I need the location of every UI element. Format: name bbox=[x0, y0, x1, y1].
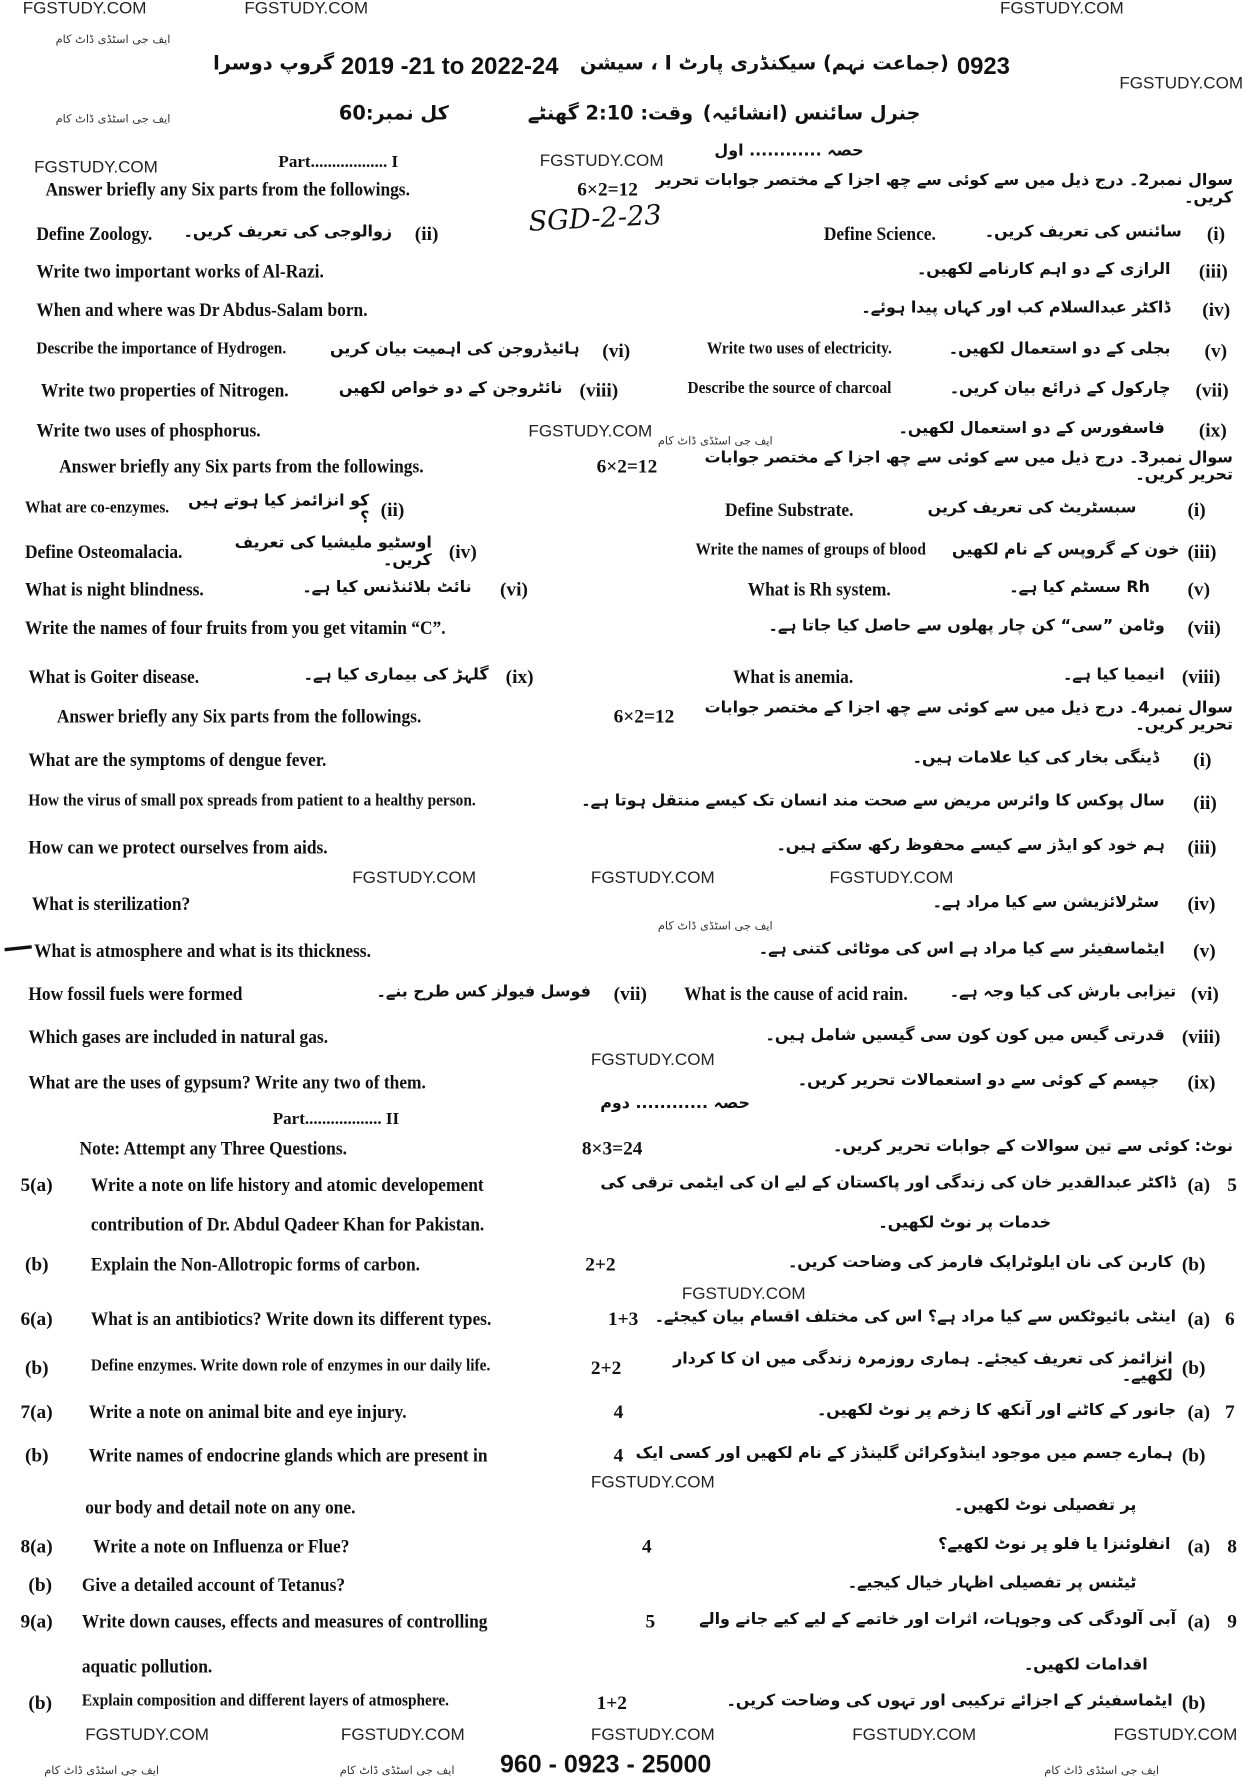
marks: 1+2 bbox=[596, 1692, 627, 1714]
marks: 4 bbox=[642, 1535, 652, 1557]
watermark-urdu: ایف جی اسٹڈی ڈاٹ کام bbox=[55, 113, 171, 127]
question-urdu: ڈاکٹر عبدالقدیر خان کی زندگی اور پاکستان کے لیے ان کی ایٹمی ترقی کی bbox=[600, 1173, 1177, 1193]
part-number: (i) bbox=[1206, 222, 1226, 245]
watermark: FGSTUDY.COM bbox=[528, 421, 653, 441]
part-number: (viii) bbox=[579, 379, 619, 402]
marks: 2+2 bbox=[590, 1356, 622, 1379]
watermark: FGSTUDY.COM bbox=[22, 0, 147, 19]
marks: 2+2 bbox=[585, 1253, 616, 1275]
question-urdu: خون کے گروپس کے نام لکھیں bbox=[952, 540, 1180, 560]
question-urdu: جانور کے کاٹنے اور آنکھ کا زخم پر نوٹ لکھیں۔ bbox=[816, 1401, 1177, 1420]
marks: 8×3=24 bbox=[581, 1137, 643, 1160]
question-urdu: خدمات پر نوٹ لکھیں۔ bbox=[878, 1213, 1052, 1232]
question-number: 6(a) bbox=[20, 1307, 53, 1330]
part-number: (vi) bbox=[1190, 982, 1219, 1005]
question-number: 9 bbox=[1227, 1610, 1237, 1632]
part-number: (iii) bbox=[1187, 540, 1217, 563]
question-urdu: ہم خود کو ایڈز سے کیسے محفوظ رکھ سکتے ہیں۔ bbox=[776, 836, 1165, 855]
instruction: Answer briefly any Six parts from the followings. bbox=[45, 178, 410, 200]
question-urdu: اوسٹیو ملیشیا کی تعریف کریں۔ bbox=[234, 534, 432, 570]
instruction-urdu: سوال نمبر3۔ درج ذیل میں سے کوئی سے چھ اجزا کے مختصر جوابات تحریر کریں۔ bbox=[704, 448, 1233, 485]
question-text: contribution of Dr. Abdul Qadeer Khan for Pakistan. bbox=[90, 1213, 485, 1236]
part-number: (ii) bbox=[414, 222, 439, 245]
question-urdu: سائنس کی تعریف کریں۔ bbox=[984, 222, 1182, 241]
question-text: Which gases are included in natural gas. bbox=[28, 1026, 329, 1048]
part-number: (a) bbox=[1187, 1401, 1211, 1423]
watermark: FGSTUDY.COM bbox=[590, 1049, 715, 1070]
session: 2019 -21 to 2022-24 bbox=[340, 53, 559, 80]
watermark: FGSTUDY.COM bbox=[352, 868, 477, 888]
question-text: Explain composition and different layers of atmosphere. bbox=[81, 1692, 450, 1711]
watermark: FGSTUDY.COM bbox=[829, 868, 954, 888]
question-urdu: انزائمز کی تعریف کیجئے۔ ہماری روزمرہ زندگی میں ان کا کردار لکھیے۔ bbox=[673, 1349, 1173, 1386]
instruction-urdu: سوال نمبر4۔ درج ذیل میں سے کوئی سے چھ اجزا کے مختصر جوابات تحریر کریں۔ bbox=[704, 698, 1233, 735]
part-1-label: Part.................. I bbox=[278, 153, 399, 172]
part-number: (ii) bbox=[380, 498, 405, 521]
question-text: Describe the importance of Hydrogen. bbox=[36, 339, 287, 358]
question-urdu: ایٹماسفیئر کے اجزائے ترکیبی اور تہوں کی وضاحت کریں۔ bbox=[726, 1692, 1173, 1711]
part-number: (viii) bbox=[1181, 1026, 1221, 1048]
part-number: (vi) bbox=[602, 339, 631, 362]
watermark: FGSTUDY.COM bbox=[681, 1284, 806, 1304]
question-urdu: نائٹ بلائنڈنس کیا ہے۔ bbox=[302, 578, 472, 597]
part-number: (ix) bbox=[1198, 419, 1227, 441]
footer-code: 960 - 0923 - 25000 bbox=[499, 1749, 712, 1779]
question-text: Define enzymes. Write down role of enzymes in our daily life. bbox=[90, 1356, 491, 1375]
part-number: (iv) bbox=[1187, 893, 1216, 915]
question-text: our body and detail note on any one. bbox=[85, 1496, 356, 1519]
question-text: What are the uses of gypsum? Write any two of them. bbox=[28, 1071, 426, 1094]
question-urdu: بجلی کے دو استعمال لکھیں۔ bbox=[948, 339, 1171, 358]
question-text: Define Osteomalacia. bbox=[24, 540, 183, 563]
part-number: (a) bbox=[1187, 1535, 1211, 1557]
marks: 4 bbox=[613, 1401, 624, 1423]
question-text: Write names of endocrine glands which are present in bbox=[88, 1444, 488, 1466]
part-number: (iv) bbox=[448, 540, 477, 563]
instruction: Answer briefly any Six parts from the followings. bbox=[56, 705, 422, 728]
question-urdu: ہائیڈروجن کی اہمیت بیان کریں bbox=[330, 339, 580, 358]
part-number: (viii) bbox=[1181, 665, 1221, 688]
part-number: (b) bbox=[1181, 1356, 1206, 1379]
part-number: (b) bbox=[28, 1573, 53, 1596]
question-text: Describe the source of charcoal bbox=[687, 379, 892, 398]
question-urdu: Rh سسٹم کیا ہے۔ bbox=[1009, 578, 1150, 597]
watermark: FGSTUDY.COM bbox=[999, 0, 1124, 19]
question-text: Write two uses of phosphorus. bbox=[36, 419, 261, 441]
total-marks: کل نمبر:60 bbox=[338, 102, 449, 125]
question-text: Write the names of groups of blood bbox=[695, 540, 926, 560]
part-number: (a) bbox=[1187, 1307, 1211, 1330]
question-urdu: ایٹماسفیئر سے کیا مراد ہے اس کی موٹائی کتنی ہے۔ bbox=[758, 939, 1165, 958]
question-number: 5(a) bbox=[20, 1173, 53, 1196]
marks: 1+3 bbox=[607, 1307, 639, 1330]
question-text: What is an antibiotics? Write down its different types. bbox=[90, 1307, 492, 1330]
marks: 4 bbox=[613, 1444, 624, 1466]
watermark-urdu: ایف جی اسٹڈی ڈاٹ کام bbox=[44, 1764, 160, 1778]
question-text: What is anemia. bbox=[732, 665, 854, 688]
question-urdu: فوسل فیولز کس طرح بنے۔ bbox=[376, 982, 591, 1002]
question-urdu: تیزابی بارش کی کیا وجہ ہے۔ bbox=[949, 982, 1177, 1002]
watermark-urdu: ایف جی اسٹڈی ڈاٹ کام bbox=[1044, 1764, 1160, 1778]
question-text: What is sterilization? bbox=[31, 893, 191, 915]
question-text: Write the names of four fruits from you get vitamin “C”. bbox=[24, 617, 446, 639]
question-text: Write a note on Influenza or Flue? bbox=[93, 1535, 350, 1557]
part-number: (b) bbox=[24, 1444, 49, 1466]
watermark: FGSTUDY.COM bbox=[852, 1724, 977, 1745]
part-number: (b) bbox=[28, 1692, 53, 1714]
part-number: (iii) bbox=[1187, 836, 1217, 858]
group: گروپ دوسرا bbox=[213, 52, 335, 75]
part-number: (b) bbox=[24, 1253, 49, 1275]
part-number: (vii) bbox=[1195, 379, 1229, 402]
question-number: 5 bbox=[1227, 1173, 1237, 1196]
question-urdu: ڈینگی بخار کی کیا علامات ہیں۔ bbox=[912, 748, 1160, 768]
watermark: FGSTUDY.COM bbox=[340, 1724, 465, 1745]
part-number: (a) bbox=[1187, 1610, 1211, 1632]
part-number: (b) bbox=[1181, 1444, 1206, 1466]
note-urdu: نوٹ: کوئی سے تین سوالات کے جوابات تحریر کریں۔ bbox=[833, 1137, 1233, 1156]
question-text: Write two important works of Al-Razi. bbox=[36, 260, 324, 282]
question-text: Explain the Non-Allotropic forms of carbon. bbox=[90, 1253, 420, 1275]
question-text: Write two properties of Nitrogen. bbox=[40, 379, 289, 402]
question-number: 6 bbox=[1224, 1307, 1235, 1330]
question-urdu: چارکول کے ذرائع بیان کریں۔ bbox=[949, 379, 1171, 398]
paper-code: 0923 bbox=[956, 53, 1010, 80]
part-number: (b) bbox=[1181, 1253, 1206, 1275]
question-text: How can we protect ourselves from aids. bbox=[28, 836, 328, 858]
question-text: What is the cause of acid rain. bbox=[684, 982, 908, 1005]
question-urdu: جپسم کے کوئی سے دو استعمالات تحریر کریں۔ bbox=[797, 1071, 1160, 1090]
question-text: What is Goiter disease. bbox=[28, 665, 200, 688]
question-urdu: کاربن کی نان ایلوٹراپک فارمز کی وضاحت کریں۔ bbox=[787, 1253, 1173, 1272]
question-urdu: انیمیا کیا ہے۔ bbox=[1062, 665, 1165, 685]
part-number: (vii) bbox=[613, 982, 647, 1005]
question-number: 7 bbox=[1224, 1401, 1235, 1423]
marks: 6×2=12 bbox=[596, 455, 658, 478]
question-urdu: سال پوکس کا وائرس مریض سے صحت مند انسان تک کیسے منتقل ہوتا ہے۔ bbox=[581, 792, 1165, 811]
handwritten-code: SGD-2-23 bbox=[527, 198, 663, 238]
watermark: FGSTUDY.COM bbox=[1113, 1724, 1238, 1745]
part-number: (v) bbox=[1193, 939, 1216, 962]
subject-title: جنرل سائنس (انشائیہ) bbox=[702, 102, 921, 125]
question-urdu: سٹرلائزیشن سے کیا مراد ہے۔ bbox=[932, 893, 1160, 912]
part-number: (i) bbox=[1193, 748, 1212, 771]
watermark-urdu: ایف جی اسٹڈی ڈاٹ کام bbox=[657, 920, 773, 933]
marks: 6×2=12 bbox=[577, 178, 638, 200]
question-text: What are the symptoms of dengue fever. bbox=[28, 748, 327, 771]
question-text: Write down causes, effects and measures of controlling bbox=[81, 1610, 488, 1632]
part-2-label-urdu: حصہ ............ دوم bbox=[600, 1094, 750, 1113]
question-text: Define Zoology. bbox=[36, 222, 153, 245]
watermark-urdu: ایف جی اسٹڈی ڈاٹ کام bbox=[657, 435, 773, 448]
time-allowed: وقت: 2:10 گھنٹے bbox=[527, 102, 694, 125]
part-number: (ix) bbox=[505, 665, 534, 688]
question-number: 9(a) bbox=[20, 1610, 53, 1632]
watermark-urdu: ایف جی اسٹڈی ڈاٹ کام bbox=[55, 34, 171, 47]
part-number: (iv) bbox=[1202, 298, 1231, 321]
question-urdu: ہمارے جسم میں موجود اینڈوکرائن گلینڈز کے نام لکھیں اور کسی ایک bbox=[635, 1444, 1173, 1463]
question-urdu: نائٹروجن کے دو خواص لکھیں bbox=[338, 379, 563, 398]
watermark-urdu: ایف جی اسٹڈی ڈاٹ کام bbox=[339, 1764, 455, 1778]
watermark: FGSTUDY.COM bbox=[1119, 73, 1244, 94]
question-urdu: ٹیٹنس پر تفصیلی اظہار خیال کیجیے۔ bbox=[847, 1573, 1137, 1593]
instruction-urdu: سوال نمبر2۔ درج ذیل میں سے کوئی سے چھ اجزا کے مختصر جوابات تحریر کریں۔ bbox=[655, 171, 1233, 207]
question-urdu: گلہڑ کی بیماری کیا ہے۔ bbox=[303, 665, 489, 685]
part-number: (a) bbox=[1187, 1173, 1211, 1196]
question-number: 7(a) bbox=[20, 1401, 53, 1423]
question-urdu: زوالوجی کی تعریف کریں۔ bbox=[183, 222, 393, 241]
question-urdu: اینٹی بائیوٹکس سے کیا مراد ہے؟ اس کی مختلف اقسام بیان کیجئے۔ bbox=[654, 1307, 1177, 1327]
part-number: (vii) bbox=[1187, 617, 1221, 639]
watermark: FGSTUDY.COM bbox=[590, 1472, 715, 1493]
question-number: 8(a) bbox=[20, 1535, 53, 1557]
question-urdu: سبسٹریٹ کی تعریف کریں bbox=[927, 498, 1137, 518]
question-text: What are co-enzymes. bbox=[24, 498, 170, 518]
question-text: aquatic pollution. bbox=[81, 1655, 213, 1678]
question-text: What is atmosphere and what is its thickness. bbox=[34, 939, 371, 962]
question-text: Define Substrate. bbox=[724, 498, 854, 521]
question-urdu: انفلوئنزا یا فلو پر نوٹ لکھیے؟ bbox=[938, 1535, 1171, 1554]
part-number: (iii) bbox=[1198, 260, 1228, 282]
watermark: FGSTUDY.COM bbox=[590, 1724, 715, 1745]
class-part: (جماعت نہم) سیکنڈری پارٹ I ، سیشن bbox=[579, 52, 949, 75]
part-number: (ii) bbox=[1193, 792, 1217, 814]
marks: 6×2=12 bbox=[613, 705, 675, 728]
handwritten-mark bbox=[4, 945, 31, 951]
part-number: (vi) bbox=[499, 578, 528, 600]
question-text: Write a note on life history and atomic developement bbox=[90, 1173, 484, 1196]
part-2-label: Part.................. II bbox=[272, 1110, 400, 1129]
question-text: Give a detailed account of Tetanus? bbox=[81, 1573, 346, 1596]
question-text: How the virus of small pox spreads from patient to a healthy person. bbox=[28, 792, 476, 811]
part-number: (v) bbox=[1187, 578, 1211, 600]
question-number: 8 bbox=[1227, 1535, 1237, 1557]
part-number: (ix) bbox=[1187, 1071, 1216, 1094]
part-number: (i) bbox=[1187, 498, 1206, 521]
watermark: FGSTUDY.COM bbox=[539, 151, 664, 171]
question-urdu: پر تفصیلی نوٹ لکھیں۔ bbox=[953, 1496, 1137, 1515]
watermark: FGSTUDY.COM bbox=[85, 1724, 209, 1745]
part-number: (b) bbox=[1181, 1692, 1206, 1714]
question-text: What is Rh system. bbox=[747, 578, 891, 600]
question-urdu: ڈاکٹر عبدالسلام کب اور کہاں پیدا ہوئے۔ bbox=[861, 298, 1171, 318]
marks: 5 bbox=[645, 1610, 656, 1632]
part-1-label-urdu: حصہ ............ اول bbox=[714, 142, 864, 161]
watermark: FGSTUDY.COM bbox=[244, 0, 369, 19]
part-number: (b) bbox=[24, 1356, 49, 1379]
watermark: FGSTUDY.COM bbox=[590, 868, 715, 888]
question-text: When and where was Dr Abdus-Salam born. bbox=[36, 298, 368, 321]
part-number: (v) bbox=[1204, 339, 1228, 362]
instruction: Answer briefly any Six parts from the followings. bbox=[59, 455, 424, 478]
question-text: Define Science. bbox=[823, 222, 936, 245]
note: Note: Attempt any Three Questions. bbox=[79, 1137, 347, 1160]
question-urdu: اقدامات لکھیں۔ bbox=[1023, 1655, 1148, 1674]
question-text: Write a note on animal bite and eye injury. bbox=[88, 1401, 407, 1423]
question-urdu: قدرتی گیس میں کون کون سی گیسیں شامل ہیں۔ bbox=[765, 1026, 1165, 1045]
question-text: How fossil fuels were formed bbox=[28, 982, 243, 1005]
question-text: What is night blindness. bbox=[24, 578, 204, 600]
question-urdu: آبی آلودگی کی وجوہات، اثرات اور خاتمے کے لیے کیے جانے والے bbox=[699, 1610, 1177, 1629]
question-text: Write two uses of electricity. bbox=[706, 339, 892, 358]
question-urdu: کو انزائمز کیا ہوتے ہیں ؟ bbox=[188, 492, 370, 528]
watermark: FGSTUDY.COM bbox=[34, 157, 158, 178]
question-urdu: فاسفورس کے دو استعمال لکھیں۔ bbox=[898, 419, 1165, 438]
question-urdu: وٹامن ”سی“ کن چار پھلوں سے حاصل کیا جاتا ہے۔ bbox=[768, 617, 1165, 636]
question-urdu: الرازی کے دو اہم کارنامے لکھیں۔ bbox=[916, 260, 1171, 279]
